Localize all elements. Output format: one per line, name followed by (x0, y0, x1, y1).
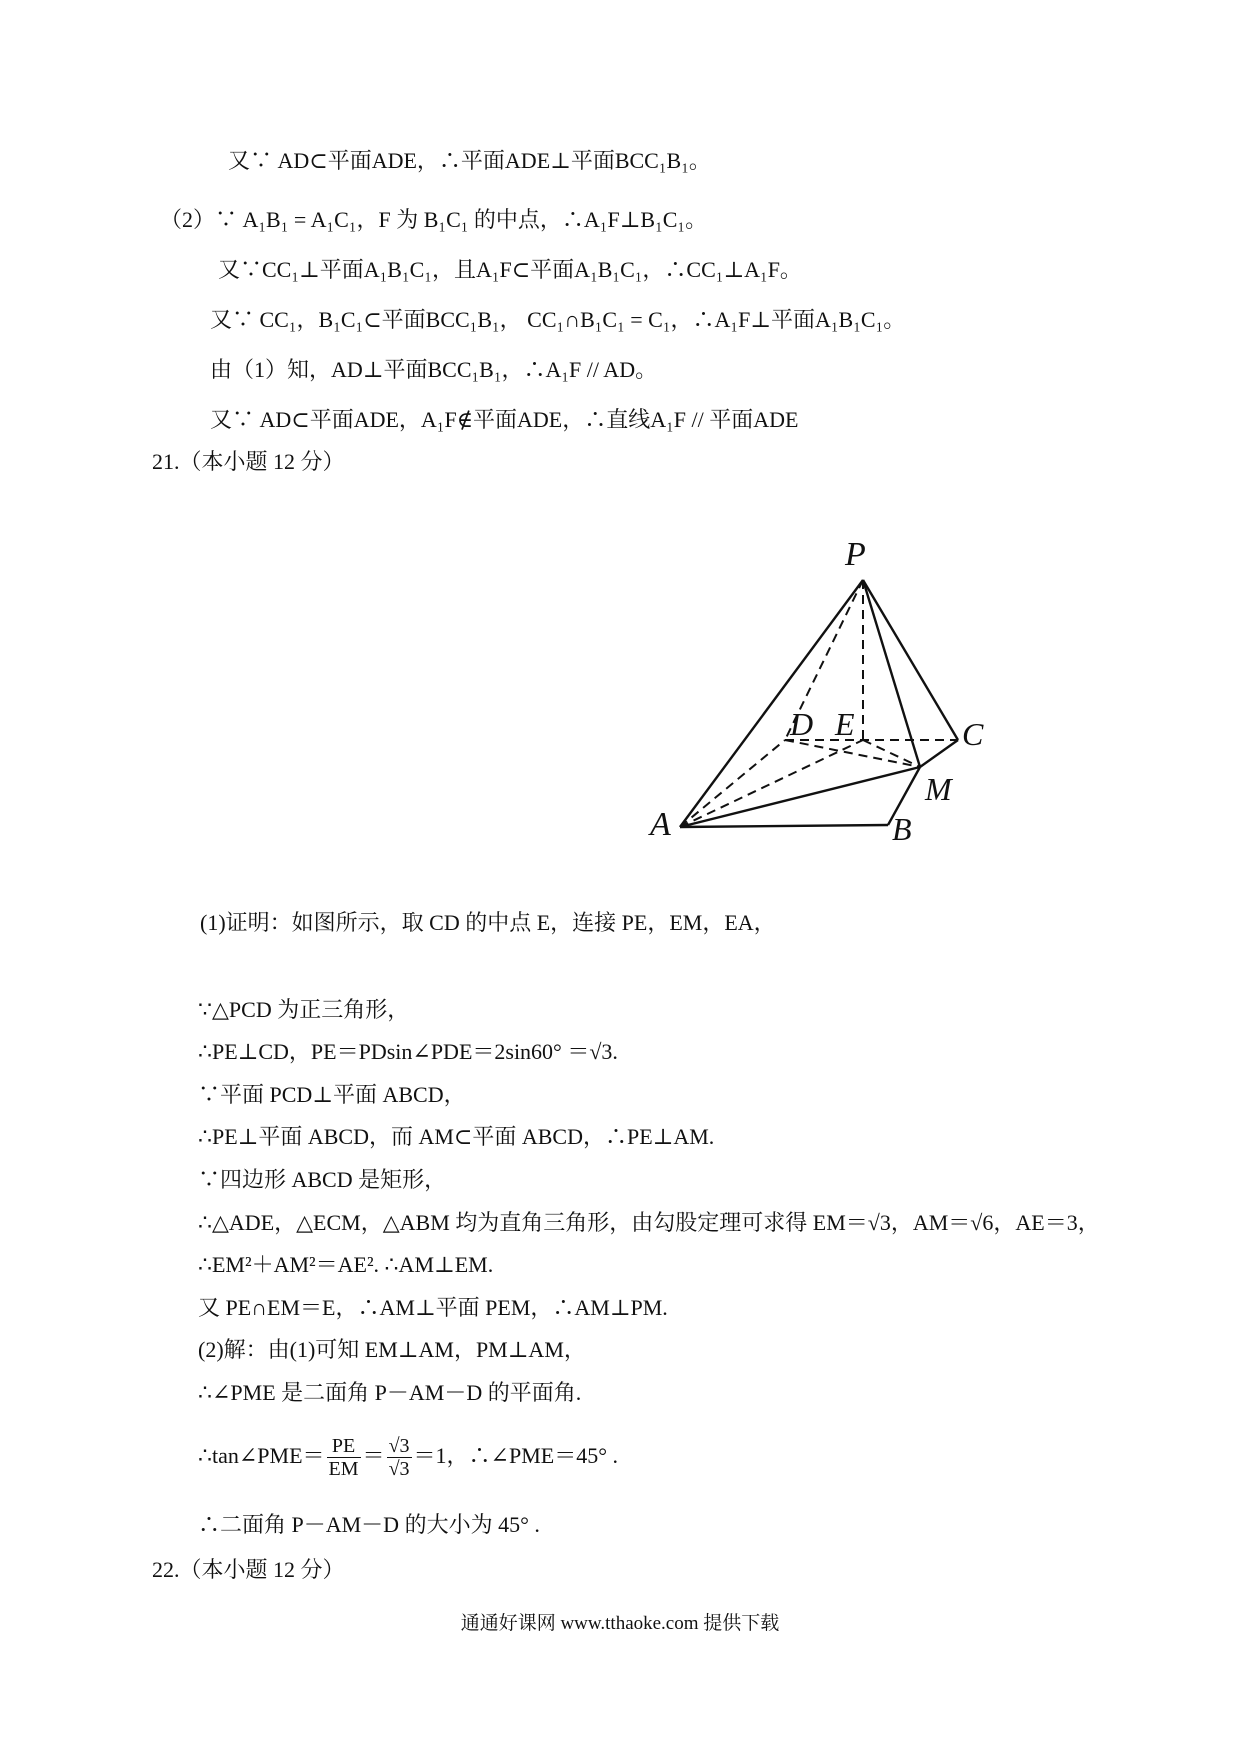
solution-line-5: ∴PE⊥平面 ABCD，而 AM⊂平面 ABCD，∴PE⊥AM. (198, 1124, 715, 1149)
vertex-label-p: P (845, 536, 866, 573)
question-22-heading: 22.（本小题 12 分） (152, 1557, 345, 1582)
solution-line-10: (2)解：由(1)可知 EM⊥AM，PM⊥AM， (198, 1337, 586, 1362)
proof-line-6: 又∵ AD⊂平面ADE，A₁F∉平面ADE，∴直线A₁F // 平面ADE (210, 407, 799, 432)
proof-line-2: （2）∵ A₁B₁ = A₁C₁，F 为 B₁C₁ 的中点，∴A₁F⊥B₁C₁。 (160, 207, 708, 232)
solution-line-12: ∴二面角 P－AM－D 的大小为 45° . (198, 1512, 540, 1537)
proof-line-3: 又∵CC₁⊥平面A₁B₁C₁，且A₁F⊂平面A₁B₁C₁，∴CC₁⊥A₁F。 (218, 257, 802, 282)
solution-line-7: ∴△ADE，△ECM，△ABM 均为直角三角形，由勾股定理可求得 EM＝√3，AM＝√6，AE＝3， (198, 1210, 1100, 1235)
fraction-sqrt3 (387, 1435, 412, 1480)
fraction-denominator: √3 (388, 1458, 410, 1481)
vertex-label-e: E (835, 706, 855, 742)
question-21-heading: 21.（本小题 12 分） (152, 449, 345, 474)
vertex-label-c: C (962, 716, 984, 752)
solution-line-8: ∴EM²＋AM²＝AE². ∴AM⊥EM. (198, 1252, 494, 1277)
fraction-numerator: PE (327, 1435, 361, 1458)
tan-equation-line (198, 1428, 618, 1484)
solution-line-6: ∵四边形 ABCD 是矩形， (198, 1167, 447, 1192)
solution-line-11: ∴∠PME 是二面角 P－AM－D 的平面角. (198, 1380, 582, 1405)
fraction-pe-em (327, 1435, 361, 1480)
page-footer: 通通好课网 www.tthaoke.com 提供下载 (460, 1613, 780, 1634)
vertex-label-d: D (790, 706, 814, 742)
proof-line-4: 又∵ CC₁，B₁C₁⊂平面BCC₁B₁， CC₁∩B₁C₁ = C₁，∴A₁F⊥平面A₁B₁C₁。 (210, 307, 906, 332)
proof-line-5: 由（1）知，AD⊥平面BCC₁B₁，∴A₁F // AD。 (210, 357, 658, 382)
vertex-label-m: M (925, 771, 952, 807)
fraction-denominator: EM (328, 1458, 359, 1481)
solution-line-9: 又 PE∩EM＝E，∴AM⊥平面 PEM，∴AM⊥PM. (198, 1295, 668, 1320)
vertex-label-a: A (650, 806, 671, 843)
solution-line-2: ∵△PCD 为正三角形， (198, 997, 410, 1022)
vertex-label-b: B (892, 811, 912, 847)
solution-line-1: (1)证明：如图所示，取 CD 的中点 E，连接 PE，EM，EA， (200, 910, 776, 935)
solution-line-4: ∵平面 PCD⊥平面 ABCD， (198, 1082, 466, 1107)
tan-prefix: ∴tan∠PME＝ (198, 1443, 325, 1468)
equals-sign: ＝ (362, 1443, 385, 1468)
proof-line-1: 又∵ AD⊂平面ADE，∴平面ADE⊥平面BCC₁B₁。 (228, 148, 711, 173)
solution-line-3: ∴PE⊥CD，PE＝PDsin∠PDE＝2sin60° ＝√3. (198, 1039, 618, 1064)
tan-suffix: ＝1，∴∠PME＝45° . (413, 1443, 619, 1468)
pyramid-diagram (640, 535, 1000, 850)
fraction-numerator: √3 (388, 1435, 410, 1458)
